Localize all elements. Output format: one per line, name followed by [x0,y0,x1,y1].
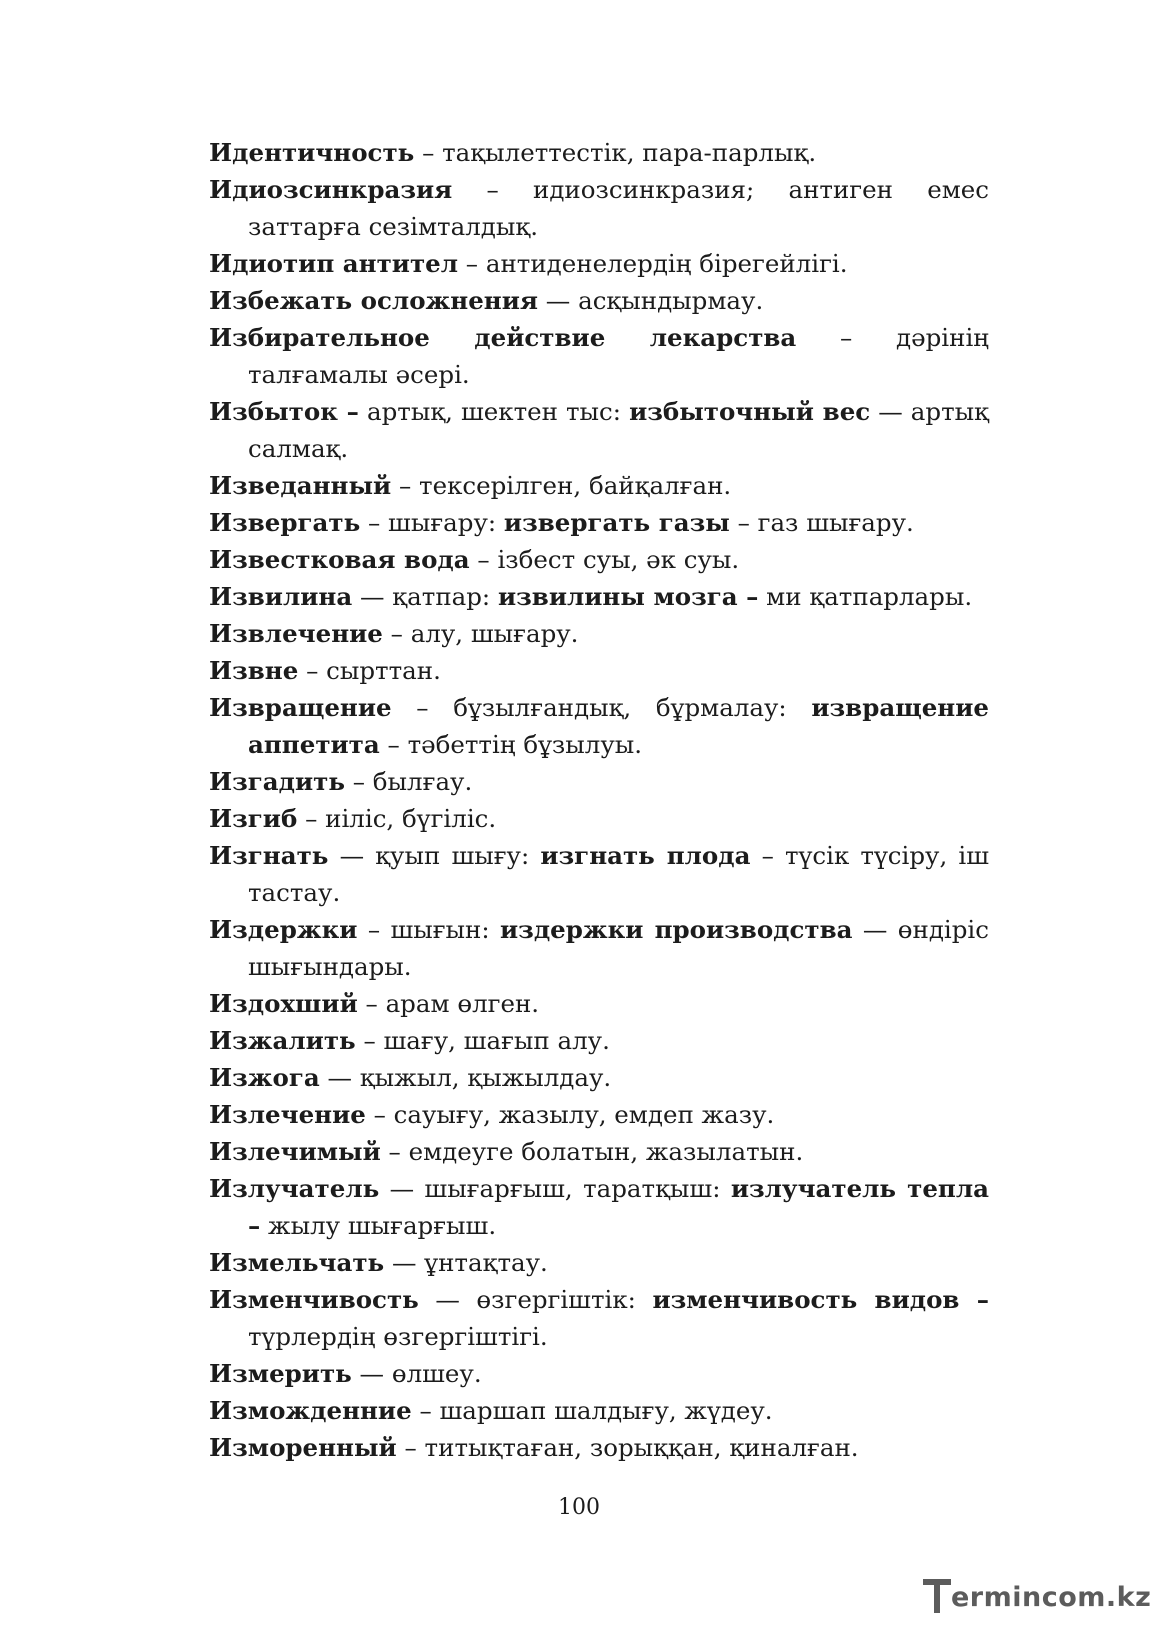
entry-definition: – шығын: [357,915,501,944]
dictionary-entry [209,541,989,578]
entry-term: Излечение [209,1100,366,1129]
dictionary-entry [209,1133,989,1170]
dictionary-entry [209,615,989,652]
entry-term: Извилина [209,582,353,611]
dictionary-entry [209,1281,989,1355]
terminology-logo-icon [921,1575,953,1615]
entry-definition: түрлердің өзгергіштігі. [248,1322,548,1351]
entry-definition: — өзгергіштік: [418,1285,653,1314]
entry-term: Изжога [209,1063,320,1092]
entry-definition: – шығару: [360,508,504,537]
dictionary-entry [209,245,989,282]
entry-definition: – тексерілген, байқалған. [391,471,732,500]
dictionary-entry [209,985,989,1022]
entry-term: Изморенный [209,1433,397,1462]
entry-definition: жылу шығарғыш. [260,1211,497,1240]
dictionary-entry [209,1355,989,1392]
dictionary-entry [209,1170,989,1244]
entry-definition: – алу, шығару. [382,619,579,648]
page-number: 100 [558,1495,600,1520]
entry-term: Изменчивость [209,1285,419,1314]
entry-term: Избежать осложнения [209,286,539,315]
entry-definition: – тақылеттестік, пара-парлық. [414,138,817,167]
entry-term: Идиозсинкразия [209,175,453,204]
dictionary-entry [209,578,989,615]
dictionary-entry [209,319,989,393]
entry-term: избыточный вес [629,397,871,426]
dictionary-entry [209,393,989,467]
entry-term: Изгадить [209,767,345,796]
entry-definition: – газ шығару. [729,508,914,537]
entry-term: Известковая вода [209,545,470,574]
entry-definition: ми қатпарлары. [758,582,973,611]
entry-term: Извергать [209,508,361,537]
entry-definition: – титықтаған, зорыққан, қиналған. [396,1433,859,1462]
dictionary-entry [209,763,989,800]
entry-term: Извлечение [209,619,383,648]
entry-definition: — асқындырмау. [538,286,764,315]
dictionary-entries [209,134,989,1466]
entry-definition: – шаршап шалдығу, жүдеу. [411,1396,773,1425]
entry-term: Издохший [209,989,358,1018]
entry-definition: — қуып шығу: [328,841,541,870]
dictionary-entry [209,1392,989,1429]
entry-definition: артық, шектен тыс: [358,397,630,426]
entry-definition: — артық салмақ. [248,397,989,463]
watermark-text: ermincom.kz [951,1582,1152,1613]
entry-term: извилины мозга – [497,582,759,611]
entry-term: Изможденние [209,1396,412,1425]
entry-definition: — қатпар: [352,582,498,611]
dictionary-entry [209,467,989,504]
entry-term: Идиотип антител [209,249,459,278]
entry-definition: – дәрінің талғамалы әсері. [248,323,989,389]
dictionary-entry [209,689,989,763]
dictionary-entry [209,1059,989,1096]
entry-definition: – тәбеттің бұзылуы. [379,730,643,759]
entry-definition: — өлшеу. [351,1359,482,1388]
entry-term: Извне [209,656,299,685]
entry-term: Излучатель [209,1174,380,1203]
site-watermark [921,1575,1152,1621]
entry-term: Излечимый [209,1137,381,1166]
dictionary-entry [209,1244,989,1281]
dictionary-entry [209,282,989,319]
entry-definition: — өндіріс шығындары. [248,915,989,981]
entry-definition: – арам өлген. [357,989,540,1018]
entry-term: Идентичность [209,138,415,167]
entry-definition: – түсік түсіру, іш тастау. [248,841,990,907]
dictionary-entry [209,800,989,837]
entry-definition: – шағу, шағып алу. [355,1026,610,1055]
entry-term: Избирательное действие лекарства [209,323,797,352]
entry-definition: – ізбест суы, әк суы. [469,545,740,574]
entry-definition: – бұзылғандық, бұрмалау: [391,693,812,722]
entry-definition: – идиозсинкразия; антиген емес заттарға сезімталдық. [248,175,989,241]
entry-term: излучатель тепла – [248,1174,989,1240]
entry-definition: — ұнтақтау. [384,1248,548,1277]
entry-term: Избыток – [209,397,359,426]
dictionary-entry [209,652,989,689]
dictionary-entry [209,171,989,245]
entry-definition: — шығарғыш, таратқыш: [379,1174,731,1203]
entry-term: извергать газы [503,508,730,537]
entry-term: Изгнать [209,841,329,870]
dictionary-entry [209,1096,989,1133]
entry-definition: – антиденелердің бірегейлігі. [458,249,848,278]
entry-term: Изведанный [209,471,392,500]
entry-term: Измерить [209,1359,352,1388]
dictionary-entry [209,134,989,171]
entry-definition: – емдеуге болатын, жазылатын. [380,1137,804,1166]
entry-definition: – былғау. [344,767,473,796]
entry-term: Изгиб [209,804,298,833]
entry-definition: — қыжыл, қыжылдау. [319,1063,612,1092]
dictionary-entry [209,837,989,911]
entry-term: Измельчать [209,1248,385,1277]
dictionary-entry [209,504,989,541]
entry-definition: – сырттан. [298,656,441,685]
entry-term: Извращение [209,693,392,722]
entry-term: Издержки [209,915,358,944]
entry-term: изгнать плода [540,841,751,870]
entry-term: извращение аппетита [248,693,989,759]
dictionary-entry [209,1022,989,1059]
entry-definition: – сауығу, жазылу, емдеп жазу. [365,1100,775,1129]
entry-term: Изжалить [209,1026,356,1055]
entry-definition: – иіліс, бүгіліс. [297,804,497,833]
dictionary-entry [209,911,989,985]
dictionary-entry [209,1429,989,1466]
entry-term: изменчивость видов – [652,1285,989,1314]
entry-term: издержки производства [500,915,853,944]
